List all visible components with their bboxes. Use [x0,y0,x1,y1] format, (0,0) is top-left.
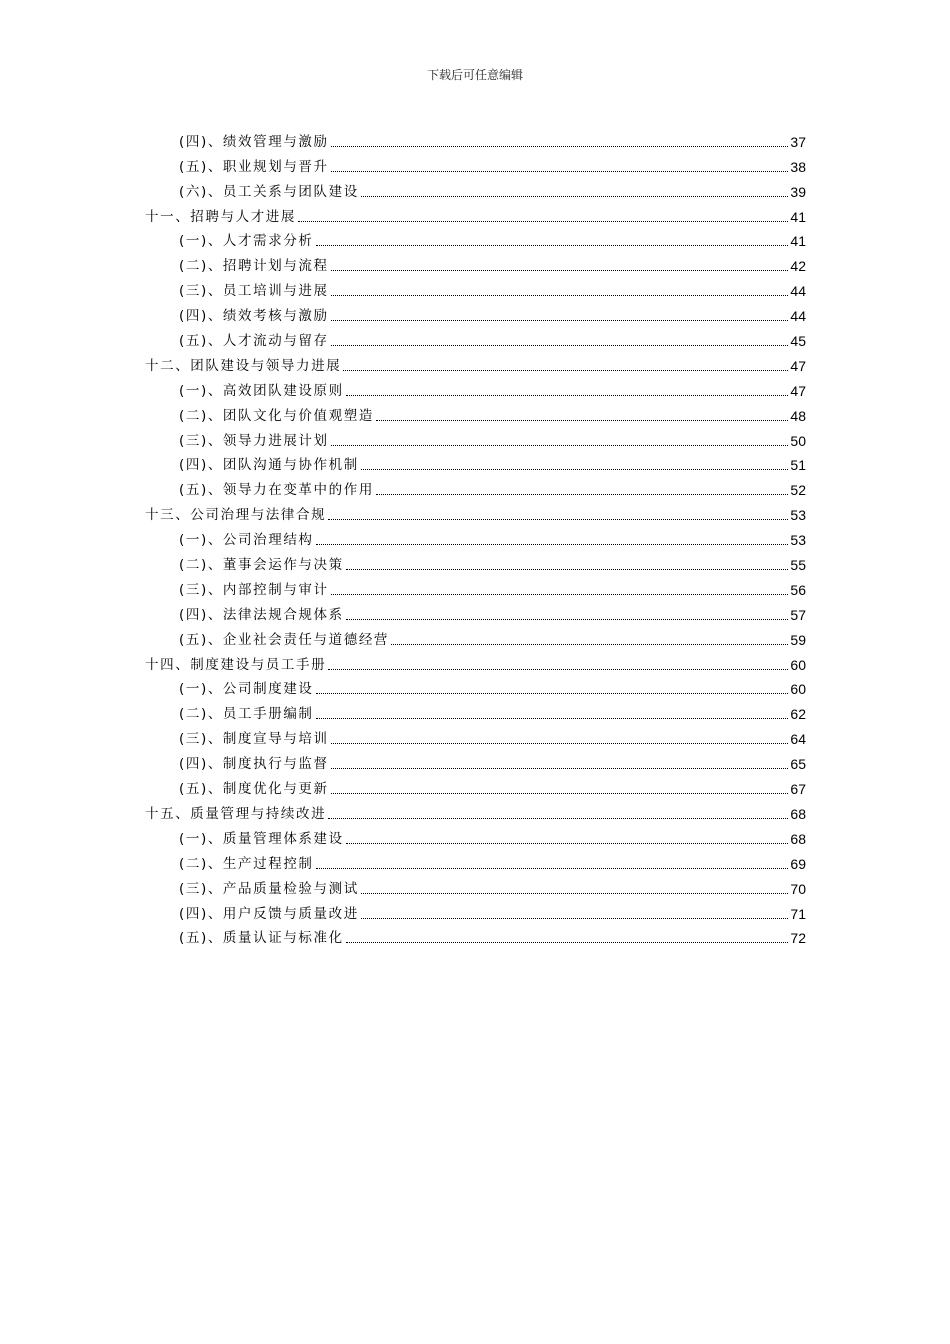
toc-dot-leader [331,445,789,446]
toc-section-entry[interactable] [145,250,806,275]
toc-page-number: 70 [790,880,806,897]
toc-entry-title: (四)、团队沟通与协作机制 [179,457,359,474]
toc-entry-title: (五)、企业社会责任与道德经营 [179,631,390,648]
toc-dot-leader [346,395,789,396]
toc-section-entry[interactable] [145,823,806,848]
toc-page-number: 62 [790,706,806,723]
toc-entry-title: (四)、法律法规合规体系 [179,606,344,623]
toc-entry-title: (三)、领导力进展计划 [179,432,329,449]
toc-section-entry[interactable] [145,773,806,798]
toc-dot-leader [376,494,788,495]
toc-chapter-entry[interactable] [145,350,806,375]
toc-dot-leader [376,420,788,421]
toc-dot-leader [331,171,789,172]
toc-dot-leader [298,221,788,222]
toc-section-entry[interactable] [145,450,806,475]
toc-dot-leader [328,519,788,520]
toc-page-number: 51 [790,457,806,474]
toc-dot-leader [331,320,789,321]
toc-page-number: 50 [790,432,806,449]
toc-page-number: 47 [790,382,806,399]
toc-page-number: 48 [790,407,806,424]
toc-dot-leader [331,146,789,147]
toc-dot-leader [316,544,789,545]
toc-page-number: 59 [790,631,806,648]
toc-section-entry[interactable] [145,425,806,450]
toc-page-number: 53 [790,532,806,549]
toc-section-entry[interactable] [145,723,806,748]
toc-entry-title: 十三、公司治理与法律合规 [145,507,327,524]
toc-entry-title: (三)、产品质量检验与测试 [179,880,359,897]
toc-section-entry[interactable] [145,599,806,624]
toc-dot-leader [361,469,789,470]
toc-dot-leader [331,793,789,794]
toc-section-entry[interactable] [145,275,806,300]
toc-entry-title: 十五、质量管理与持续改进 [145,805,327,822]
toc-section-entry[interactable] [145,375,806,400]
toc-entry-title: (五)、职业规划与晋升 [179,158,329,175]
toc-dot-leader [331,743,789,744]
toc-entry-title: (二)、董事会运作与决策 [179,557,344,574]
toc-section-entry[interactable] [145,126,806,151]
toc-entry-title: (五)、领导力在变革中的作用 [179,482,374,499]
toc-page-number: 71 [790,905,806,922]
toc-section-entry[interactable] [145,300,806,325]
toc-page-number: 64 [790,731,806,748]
toc-entry-title: (二)、员工手册编制 [179,706,314,723]
toc-chapter-entry[interactable] [145,649,806,674]
toc-dot-leader [346,942,789,943]
toc-dot-leader [331,768,789,769]
toc-entry-title: (一)、人才需求分析 [179,233,314,250]
toc-dot-leader [331,594,789,595]
toc-entry-title: (三)、制度宣导与培训 [179,731,329,748]
toc-page-number: 42 [790,258,806,275]
toc-entry-title: (三)、员工培训与进展 [179,283,329,300]
toc-dot-leader [328,818,788,819]
toc-page-number: 41 [790,233,806,250]
toc-page-number: 69 [790,855,806,872]
toc-page-number: 60 [790,681,806,698]
toc-dot-leader [316,245,789,246]
toc-section-entry[interactable] [145,325,806,350]
toc-section-entry[interactable] [145,674,806,699]
toc-dot-leader [346,619,789,620]
toc-page-number: 41 [790,208,806,225]
toc-section-entry[interactable] [145,226,806,251]
table-of-contents [145,126,806,947]
toc-entry-title: (五)、制度优化与更新 [179,781,329,798]
toc-dot-leader [331,295,789,296]
toc-dot-leader [361,918,789,919]
toc-page-number: 68 [790,805,806,822]
toc-page-number: 56 [790,581,806,598]
toc-entry-title: (四)、绩效管理与激励 [179,133,329,150]
toc-section-entry[interactable] [145,748,806,773]
toc-section-entry[interactable] [145,698,806,723]
toc-page-number: 44 [790,308,806,325]
toc-page-number: 55 [790,557,806,574]
toc-section-entry[interactable] [145,574,806,599]
toc-page-number: 72 [790,930,806,947]
toc-section-entry[interactable] [145,151,806,176]
toc-section-entry[interactable] [145,524,806,549]
toc-page-number: 37 [790,133,806,150]
toc-entry-title: (四)、用户反馈与质量改进 [179,905,359,922]
toc-entry-title: (一)、公司治理结构 [179,532,314,549]
toc-page-number: 47 [790,357,806,374]
toc-entry-title: (六)、员工关系与团队建设 [179,183,359,200]
toc-entry-title: (三)、内部控制与审计 [179,581,329,598]
toc-dot-leader [316,718,789,719]
toc-entry-title: (一)、高效团队建设原则 [179,382,344,399]
toc-section-entry[interactable] [145,873,806,898]
toc-entry-title: (二)、招聘计划与流程 [179,258,329,275]
toc-dot-leader [361,893,789,894]
toc-chapter-entry[interactable] [145,798,806,823]
toc-page-number: 45 [790,333,806,350]
toc-chapter-entry[interactable] [145,499,806,524]
toc-section-entry[interactable] [145,400,806,425]
toc-entry-title: (五)、质量认证与标准化 [179,930,344,947]
toc-section-entry[interactable] [145,848,806,873]
toc-page-number: 53 [790,507,806,524]
toc-entry-title: (一)、质量管理体系建设 [179,830,344,847]
toc-section-entry[interactable] [145,474,806,499]
toc-page-number: 67 [790,781,806,798]
toc-dot-leader [343,370,788,371]
toc-page-number: 60 [790,656,806,673]
toc-page-number: 65 [790,756,806,773]
toc-entry-title: (二)、团队文化与价值观塑造 [179,407,374,424]
toc-dot-leader [391,644,788,645]
toc-entry-title: (一)、公司制度建设 [179,681,314,698]
toc-dot-leader [331,345,789,346]
toc-page-number: 44 [790,283,806,300]
toc-entry-title: 十一、招聘与人才进展 [145,208,296,225]
toc-section-entry[interactable] [145,898,806,923]
toc-chapter-entry[interactable] [145,201,806,226]
toc-page-number: 57 [790,606,806,623]
toc-page-number: 68 [790,830,806,847]
toc-entry-title: (五)、人才流动与留存 [179,333,329,350]
toc-section-entry[interactable] [145,549,806,574]
toc-dot-leader [346,569,789,570]
toc-section-entry[interactable] [145,176,806,201]
toc-dot-leader [331,270,789,271]
toc-dot-leader [316,868,789,869]
toc-dot-leader [316,693,789,694]
toc-dot-leader [328,669,788,670]
toc-page-number: 38 [790,158,806,175]
toc-page-number: 52 [790,482,806,499]
toc-entry-title: (四)、制度执行与监督 [179,756,329,773]
toc-dot-leader [346,843,789,844]
toc-section-entry[interactable] [145,624,806,649]
toc-page-number: 39 [790,183,806,200]
toc-section-entry[interactable] [145,923,806,948]
toc-entry-title: 十二、团队建设与领导力进展 [145,357,342,374]
toc-dot-leader [361,196,789,197]
toc-entry-title: (四)、绩效考核与激励 [179,308,329,325]
toc-entry-title: 十四、制度建设与员工手册 [145,656,327,673]
toc-entry-title: (二)、生产过程控制 [179,855,314,872]
page-header: 下载后可任意编辑 [426,68,523,82]
